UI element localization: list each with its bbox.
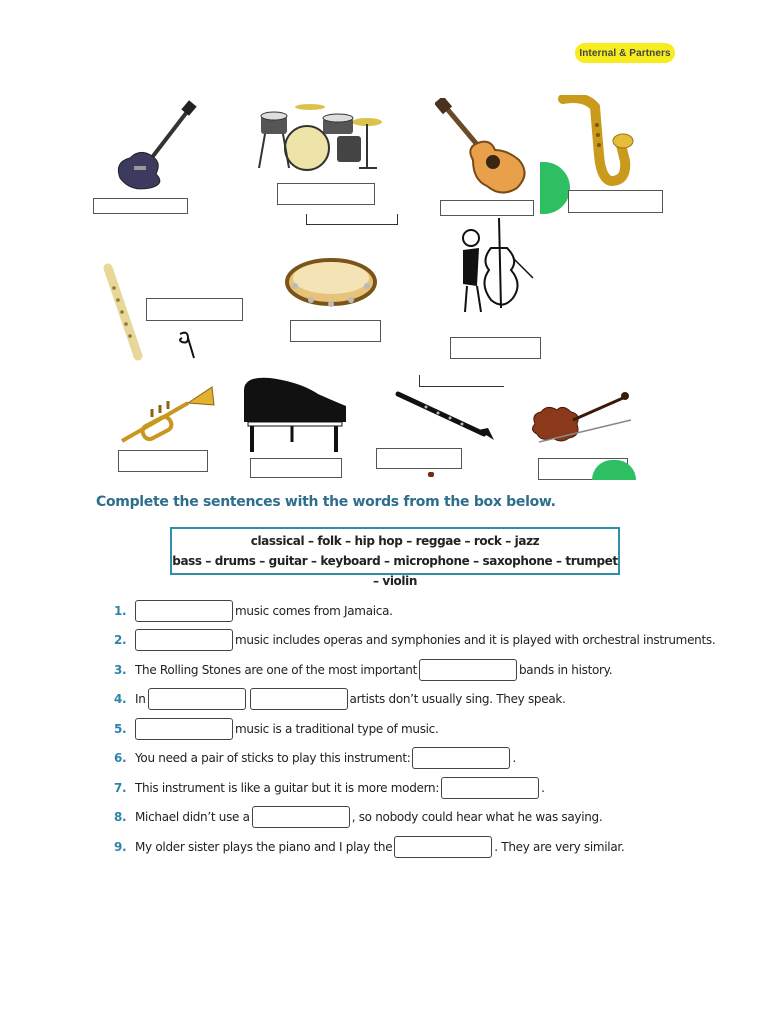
drum-kit-image [255, 100, 390, 180]
label-box[interactable] [118, 450, 208, 472]
double-bass-player-image [457, 218, 537, 314]
word-box-genres: classical – folk – hip hop – reggae – rock – jazz [250, 534, 540, 548]
sentence-number: 2. [114, 633, 127, 648]
partial-box-line [419, 375, 504, 387]
label-box[interactable] [568, 190, 663, 213]
sentence-text: You need a pair of sticks to play this instrument: [135, 751, 411, 766]
sentence-2 [114, 626, 734, 656]
sentence-text: music comes from Jamaica. [235, 603, 393, 618]
internal-partners-badge: Internal & Partners [575, 43, 675, 63]
sentence-text: music includes operas and symphonies and it is played with orchestral instruments. [235, 633, 716, 648]
label-box[interactable] [450, 337, 541, 359]
sentence-3 [114, 655, 734, 685]
sentence-number: 9. [114, 839, 127, 854]
answer-blank[interactable] [252, 806, 350, 828]
recorder-image [100, 262, 150, 362]
label-box[interactable] [277, 183, 375, 205]
label-box[interactable] [146, 298, 243, 321]
sentence-number: 6. [114, 751, 127, 766]
sentence-4 [114, 685, 734, 715]
sentence-number: 5. [114, 721, 127, 736]
sentence-5 [114, 714, 734, 744]
scroll-icon [174, 330, 198, 360]
answer-blank[interactable] [441, 777, 539, 799]
sentence-text: . [541, 780, 545, 795]
answer-blank[interactable] [135, 629, 233, 651]
electric-bass-image [100, 100, 220, 195]
tambourine-image [281, 252, 381, 312]
sentence-8 [114, 803, 734, 833]
sentence-6 [114, 744, 734, 774]
sentence-text: bands in history. [518, 662, 613, 677]
sentence-number: 1. [114, 603, 127, 618]
sentence-1 [114, 596, 734, 626]
answer-blank[interactable] [148, 688, 246, 710]
sentence-text: . [512, 751, 516, 766]
sentence-9 [114, 832, 734, 862]
sentences-list [114, 596, 734, 862]
acoustic-guitar-image [435, 98, 535, 198]
sentence-text: This instrument is like a guitar but it is more modern: [135, 780, 440, 795]
sentence-number: 4. [114, 692, 127, 707]
label-box[interactable] [93, 198, 188, 214]
answer-blank[interactable] [419, 659, 517, 681]
exercise-heading: Complete the sentences with the words from the box below. [96, 494, 556, 510]
sentence-number: 8. [114, 810, 127, 825]
sentence-number: 3. [114, 662, 127, 677]
answer-blank[interactable] [135, 718, 233, 740]
sentence-text: . They are very similar. [494, 839, 625, 854]
sentence-text: The Rolling Stones are one of the most important [135, 662, 417, 677]
word-box [170, 527, 620, 588]
label-box[interactable] [376, 448, 462, 469]
sentence-7 [114, 773, 734, 803]
sentence-text: artists don’t usually sing. They speak. [349, 692, 566, 707]
small-dot [428, 472, 434, 477]
word-box-instruments: bass – drums – guitar – keyboard – microphone – saxophone – trumpet – violin [172, 554, 618, 588]
grand-piano-image [240, 372, 352, 454]
answer-blank[interactable] [250, 688, 348, 710]
partial-box-line [306, 214, 398, 225]
clarinet-image [392, 388, 496, 444]
label-box[interactable] [250, 458, 342, 478]
answer-blank[interactable] [394, 836, 492, 858]
violin-image [527, 390, 633, 446]
sentence-text: , so nobody could hear what he was saying. [351, 810, 603, 825]
label-box[interactable] [440, 200, 534, 216]
label-box[interactable] [290, 320, 381, 342]
answer-blank[interactable] [412, 747, 510, 769]
sentence-text: music is a traditional type of music. [235, 721, 439, 736]
trumpet-image [118, 385, 218, 450]
sentence-text: Michael didn’t use a [135, 810, 250, 825]
sentence-text: In [135, 692, 146, 707]
answer-blank[interactable] [135, 600, 233, 622]
sentence-text: My older sister plays the piano and I play the [135, 839, 393, 854]
sentence-number: 7. [114, 780, 127, 795]
